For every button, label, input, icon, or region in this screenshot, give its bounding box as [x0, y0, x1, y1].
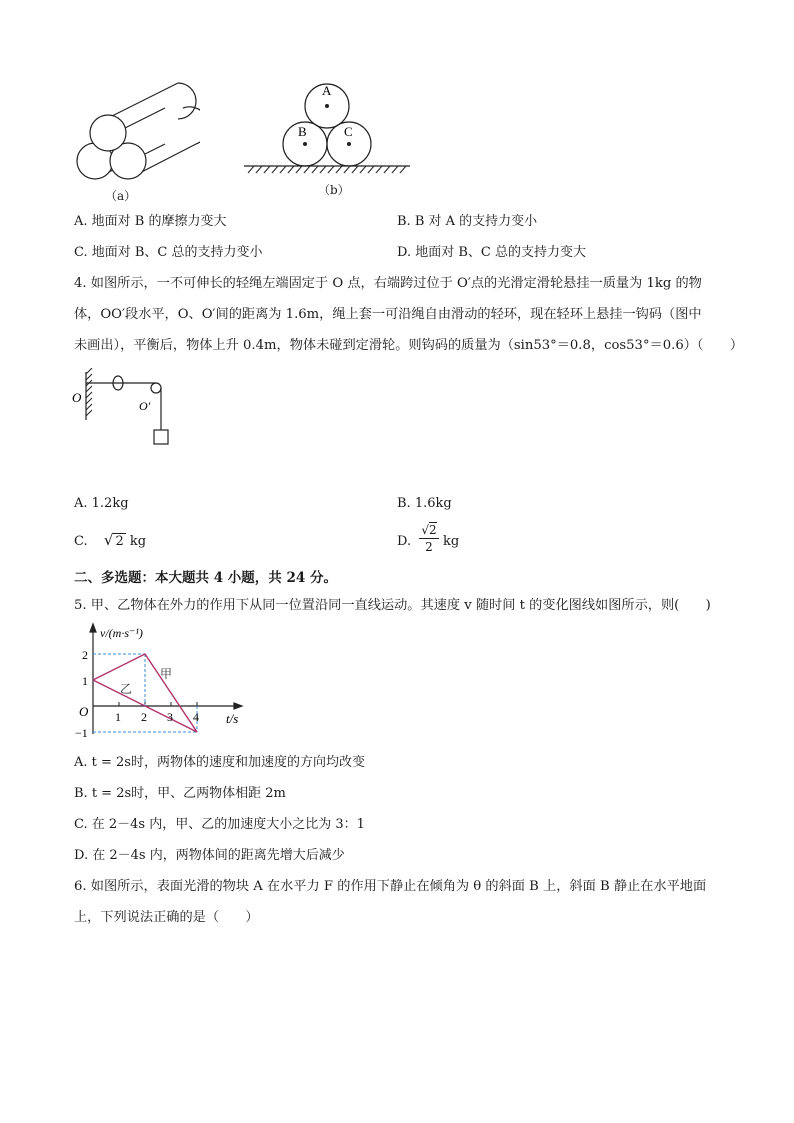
q4-stem-line1: 4. 如图所示，一不可伸长的轻绳左端固定于 O 点，右端跨过位于 O′点的光滑定滑轮悬挂一质量为 1kg 的物	[74, 276, 702, 291]
q4-option-d-numer: 2	[429, 523, 437, 537]
q4-option-c-radicand: 2	[115, 534, 124, 549]
q4-option-c	[74, 530, 146, 552]
figure-b-circles	[240, 75, 415, 180]
q4-stem-line3: 未画出），平衡后，物体上升 0.4m，物体未碰到定滑轮。则钩码的质量为（sin53°＝0.8，cos53°＝0.6）（ ）	[74, 338, 744, 353]
figure-a-cylinders	[70, 78, 200, 188]
y-axis-label: v/(m·s⁻¹)	[100, 626, 143, 640]
label-a: A	[322, 83, 332, 98]
y-tick-2: 2	[82, 648, 88, 662]
x-tick-2: 2	[141, 710, 147, 724]
q5-vt-graph	[72, 622, 262, 744]
q5-option-b: B. t = 2s时，甲、乙两物体相距 2m	[74, 786, 286, 801]
q4-figure-pulley	[68, 368, 178, 450]
q4-option-d-unit: kg	[443, 534, 460, 549]
label-b: B	[298, 124, 307, 139]
q5-option-c: C. 在 2－4s 内，甲、乙的加速度大小之比为 3：1	[74, 817, 365, 832]
q3-option-d: D. 地面对 B、C 总的支持力变大	[397, 245, 586, 260]
x-axis-label: t/s	[226, 711, 239, 726]
q4-stem-line2: 体，OO′段水平，O、O′间的距离为 1.6m，绳上套一可沿绳自由滑动的轻环，现在轻环上悬挂一钩码（图中	[74, 307, 702, 322]
label-c: C	[344, 124, 353, 139]
x-tick-4: 4	[193, 710, 199, 724]
series-yi-label: 乙	[120, 682, 133, 696]
q4-option-a: A. 1.2kg	[74, 496, 129, 511]
q3-option-b: B. B 对 A 的支持力变小	[397, 214, 538, 229]
sqrt-sign: √	[421, 523, 429, 537]
q4-option-b: B. 1.6kg	[397, 496, 452, 511]
origin-label: O	[79, 704, 89, 719]
q3-option-a: A. 地面对 B 的摩擦力变大	[74, 214, 227, 229]
q4-option-d-prefix: D.	[397, 534, 412, 549]
q5-option-a: A. t = 2s时，两物体的速度和加速度的方向均改变	[74, 755, 365, 770]
q6-stem-line2: 上，下列说法正确的是（ ）	[74, 910, 259, 925]
figure-b-caption: （b）	[318, 183, 350, 197]
x-tick-3: 3	[167, 710, 173, 724]
label-o: O	[72, 390, 82, 405]
q3-option-c: C. 地面对 B、C 总的支持力变小	[74, 245, 263, 260]
q4-option-c-prefix: C.	[74, 534, 88, 549]
y-tick-1: 1	[82, 674, 88, 688]
series-jia-label: 甲	[160, 667, 173, 681]
x-tick-1: 1	[115, 710, 121, 724]
q5-stem: 5. 甲、乙物体在外力的作用下从同一位置沿同一直线运动。其速度 v 随时间 t 的变化图线如图所示，则( )	[74, 598, 711, 613]
figure-a-caption: （a）	[105, 189, 137, 203]
q4-option-c-unit: kg	[129, 534, 147, 549]
label-o-prime: O′	[139, 399, 151, 413]
q5-option-d: D. 在 2－4s 内，两物体间的距离先增大后减少	[74, 848, 345, 863]
y-tick-neg1: −1	[75, 726, 88, 740]
q6-stem-line1: 6. 如图所示，表面光滑的物块 A 在水平力 F 的作用下静止在倾角为 θ 的斜面 B 上，斜面 B 静止在水平地面	[74, 879, 707, 894]
sqrt-sign: √	[103, 531, 114, 549]
section-2-heading: 二、多选题：本大题共 4 小题，共 24 分。	[74, 570, 337, 586]
q4-option-d-denom: 2	[419, 538, 439, 555]
